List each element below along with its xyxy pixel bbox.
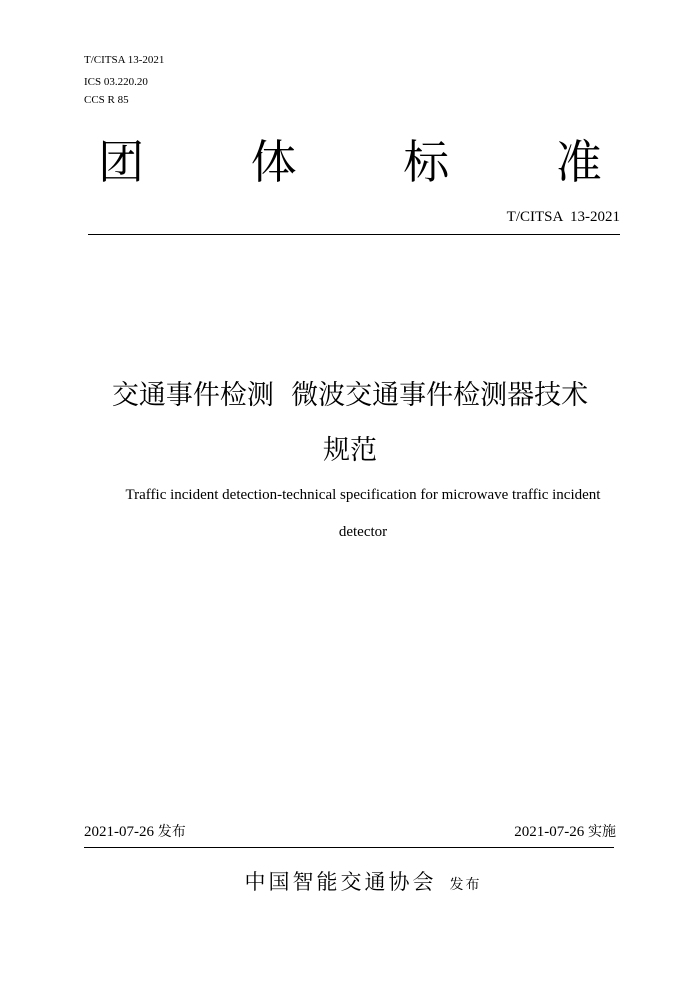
main-title: 团 体 标 准	[98, 135, 648, 189]
title-cn-line2: 规范	[323, 435, 377, 466]
publisher-action: 发布	[449, 877, 482, 893]
header-ccs: CCS R 85	[84, 94, 129, 106]
top-divider	[88, 234, 620, 235]
standard-code: T/CITSA 13-2021	[506, 209, 620, 225]
title-en-line2: detector	[338, 524, 388, 540]
publish-label: 发布	[157, 824, 186, 840]
implement-date: 2021-07-26	[514, 824, 585, 840]
header-doc-id: T/CITSA 13-2021	[84, 54, 165, 66]
publish-date: 2021-07-26	[84, 824, 154, 840]
bottom-divider	[84, 847, 614, 848]
publisher-line	[0, 866, 700, 896]
publish-date-block	[84, 821, 186, 841]
publisher-org: 中国智能交通协会	[244, 870, 437, 894]
title-en-line1: Traffic incident detection-technical specification for microwave traffic incident	[125, 487, 601, 503]
title-cn-line1: 交通事件检测 微波交通事件检测器技术	[111, 380, 589, 411]
implement-label: 实施	[588, 824, 616, 840]
implement-date-block	[514, 821, 616, 841]
header-ics: ICS 03.220.20	[84, 76, 148, 88]
